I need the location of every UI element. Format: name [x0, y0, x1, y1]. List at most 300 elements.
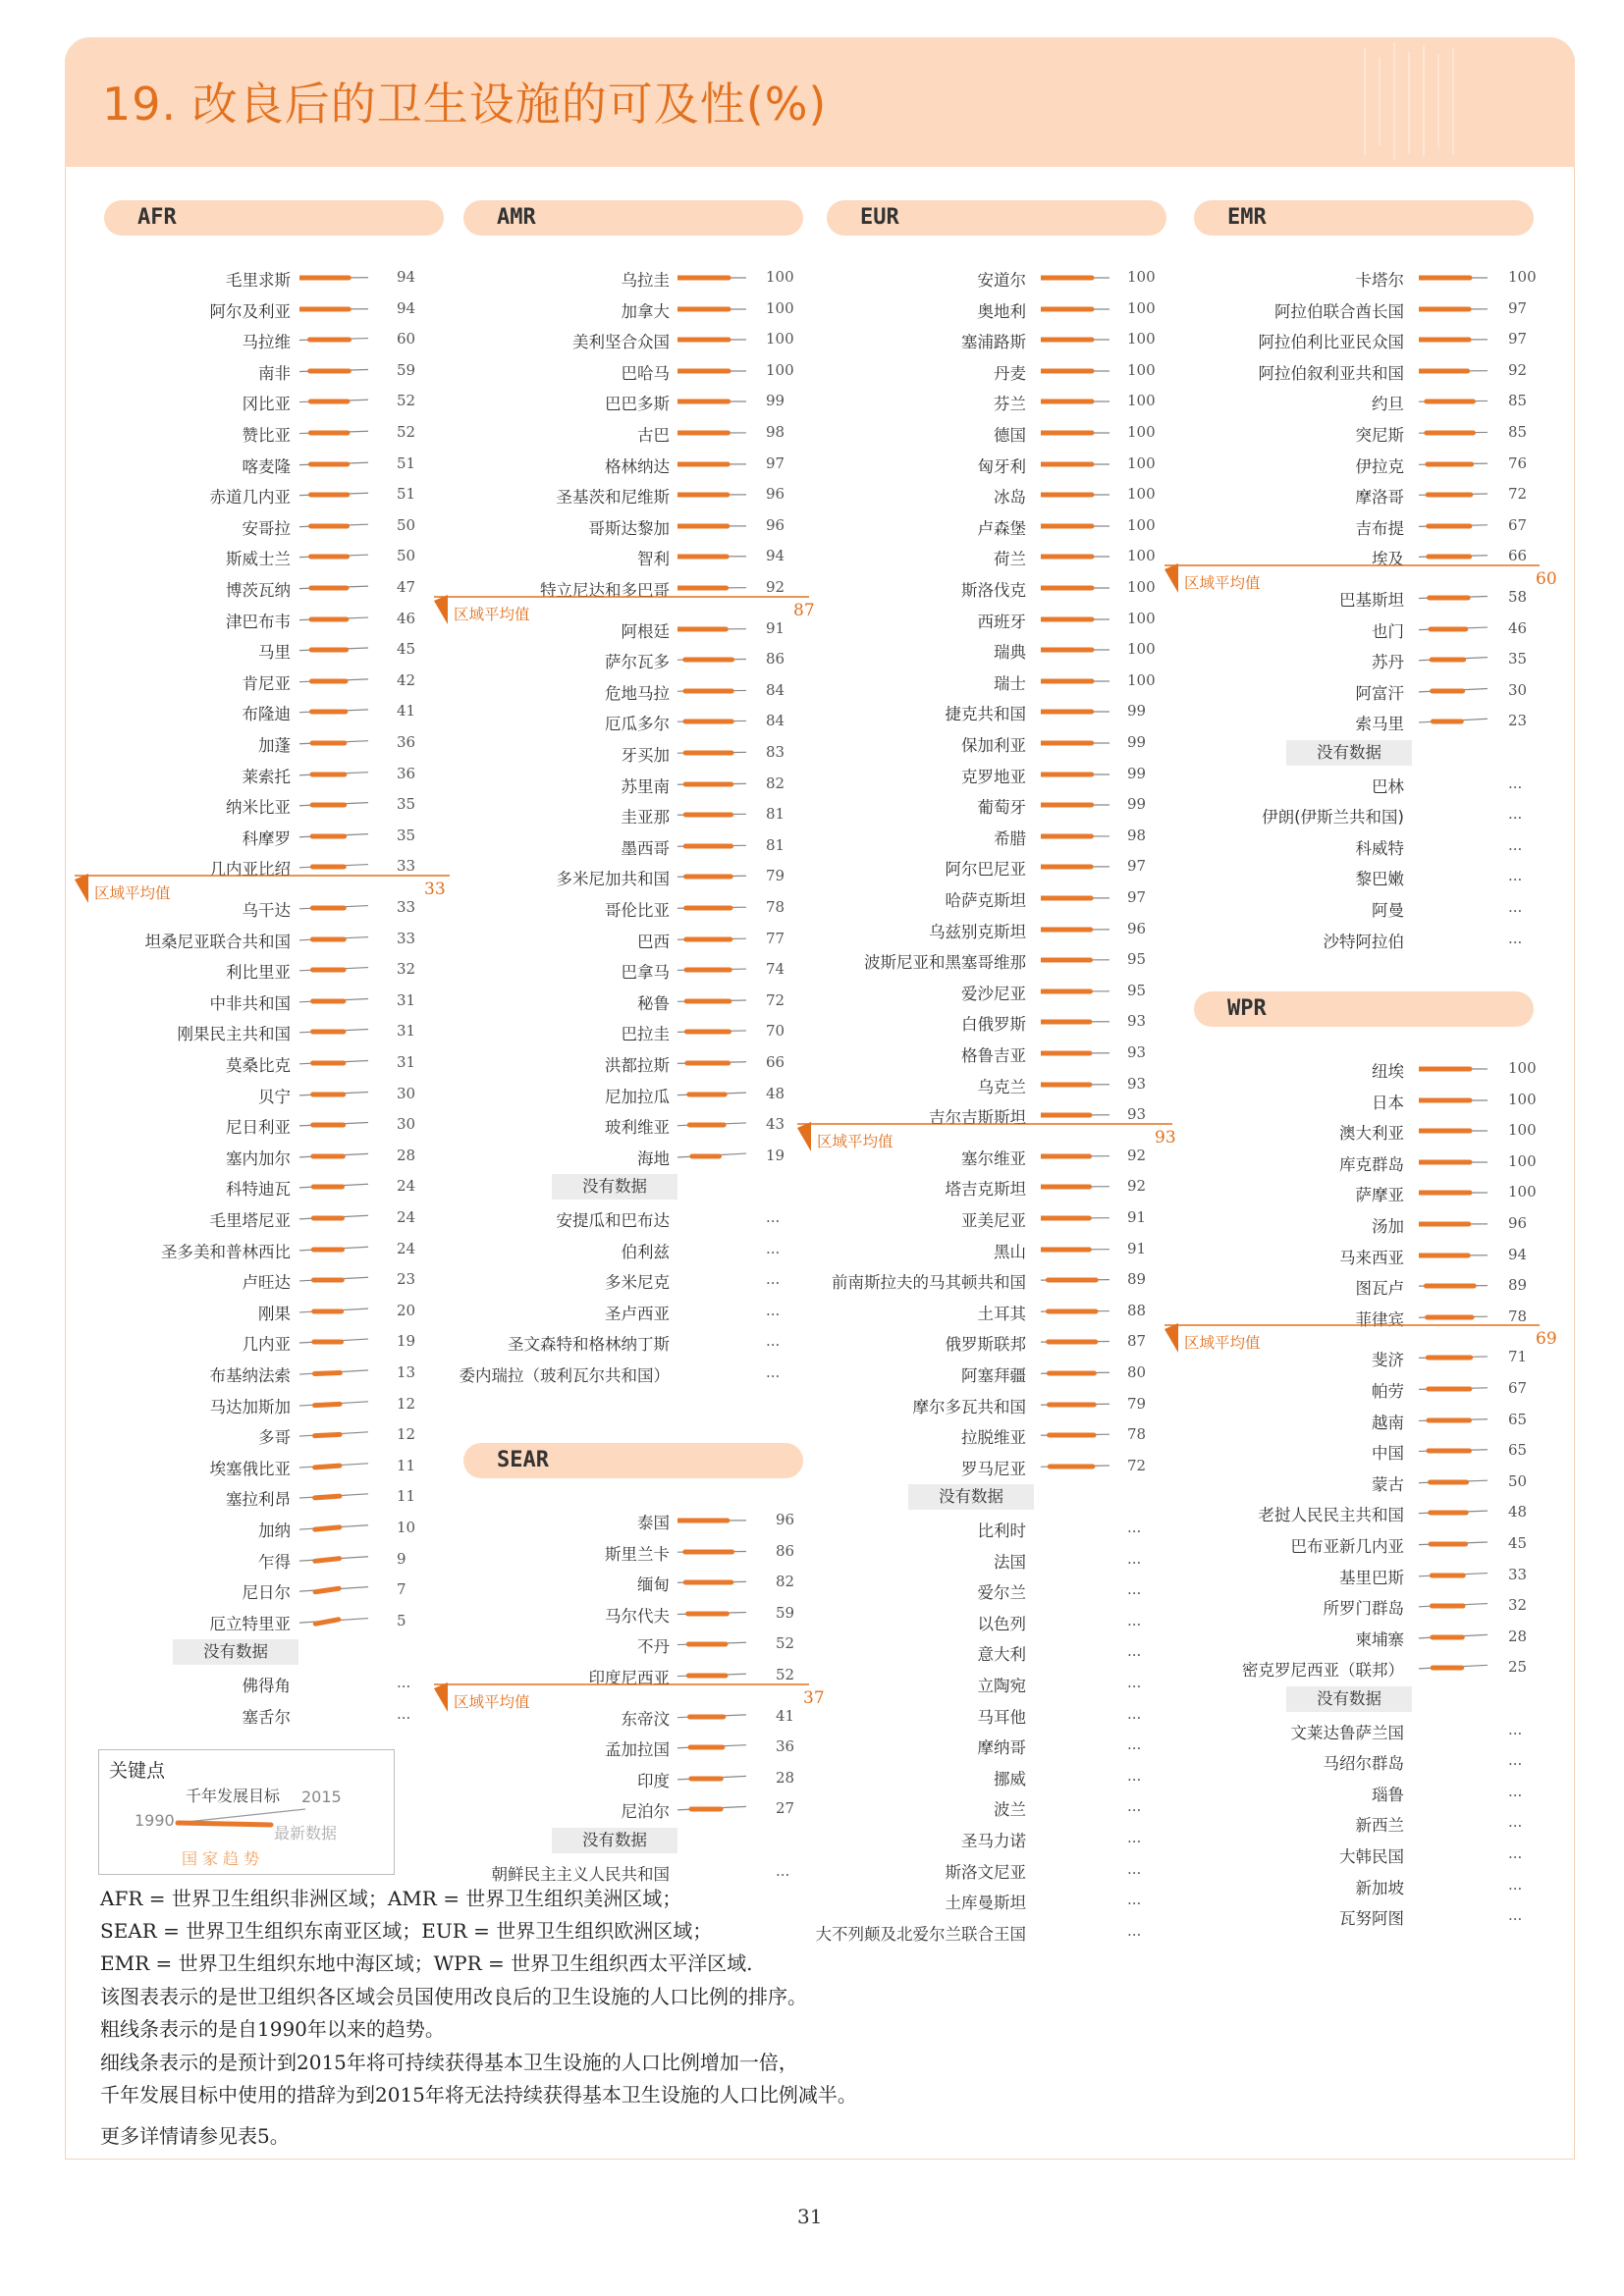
no-data-value: ...	[766, 1301, 781, 1319]
country-value: 100	[766, 360, 794, 379]
country-trend-mark	[1419, 1271, 1489, 1301]
country-value: 33	[397, 857, 416, 876]
country-name: 马绍尔群岛	[1323, 1754, 1404, 1774]
country-value: 91	[766, 618, 785, 637]
country-name: 哥斯达黎加	[588, 518, 670, 538]
decorative-watermark	[1355, 37, 1463, 167]
country-row	[0, 325, 1624, 355]
country-trend-mark	[1419, 1343, 1489, 1372]
country-row	[0, 1086, 1624, 1116]
country-value: 96	[766, 515, 785, 534]
country-row	[0, 1468, 1624, 1498]
average-label: 区域平均值	[454, 605, 530, 623]
country-row	[0, 1498, 1624, 1528]
country-name: 智利	[637, 550, 670, 569]
country-name: 格鲁吉亚	[961, 1046, 1026, 1065]
country-value: 28	[776, 1768, 795, 1787]
country-trend-mark	[1419, 1591, 1489, 1621]
country-name: 莫桑比克	[226, 1056, 291, 1075]
country-value: 78	[766, 898, 785, 916]
country-name: 摩尔多瓦共和国	[912, 1397, 1026, 1416]
country-name: 马拉维	[242, 333, 291, 352]
country-row	[0, 1591, 1624, 1622]
legend-year-start: 1990	[135, 1811, 175, 1830]
no-data-value: ...	[766, 1208, 781, 1226]
country-value: 70	[766, 1022, 785, 1041]
country-name: 赤道几内亚	[209, 488, 291, 507]
no-data-value: ...	[1127, 1735, 1142, 1754]
country-name: 芬兰	[994, 395, 1026, 414]
country-name: 吉布提	[1355, 518, 1404, 538]
country-name: 莱索托	[242, 767, 291, 786]
country-name: 意大利	[977, 1645, 1026, 1665]
country-name: 阿拉伯利比亚民众国	[1258, 333, 1404, 352]
country-value: 52	[397, 392, 416, 410]
country-value: 97	[1127, 888, 1147, 906]
country-value: 100	[1127, 670, 1156, 689]
country-trend-mark	[1419, 1529, 1489, 1559]
country-value: 52	[397, 423, 416, 441]
country-trend-mark	[1419, 1623, 1489, 1652]
country-value: 100	[1508, 1059, 1537, 1077]
country-trend-mark	[1419, 418, 1489, 448]
average-value: 60	[1536, 569, 1557, 589]
country-value: 100	[1127, 454, 1156, 472]
region-header-sear: SEAR	[463, 1443, 803, 1478]
country-trend-mark	[1419, 707, 1489, 736]
no-data-label: 没有数据	[552, 1828, 677, 1853]
country-name: 危地马拉	[605, 683, 670, 703]
country-trend-mark	[1419, 1086, 1489, 1115]
country-value: 88	[1127, 1301, 1147, 1319]
country-value: 99	[766, 392, 785, 410]
country-name: 白俄罗斯	[961, 1015, 1026, 1035]
country-name: 加拿大	[621, 301, 670, 321]
country-name: 厄立特里亚	[209, 1614, 291, 1633]
country-name: 澳大利亚	[1339, 1124, 1404, 1144]
country-name: 丹麦	[994, 363, 1026, 383]
country-value: 46	[1508, 618, 1528, 637]
average-label: 区域平均值	[1184, 574, 1261, 592]
country-name: 东帝汶	[621, 1709, 670, 1729]
country-name: 塔吉克斯坦	[945, 1180, 1026, 1200]
country-name: 尼日利亚	[226, 1118, 291, 1138]
country-name: 尼泊尔	[621, 1802, 670, 1822]
country-name: 爱尔兰	[977, 1583, 1026, 1603]
no-data-value: ...	[1508, 774, 1523, 792]
country-value: 50	[1508, 1471, 1528, 1490]
country-name: 科特迪瓦	[226, 1180, 291, 1200]
no-data-row	[0, 831, 1624, 862]
country-row	[0, 1561, 1624, 1591]
country-value: 30	[397, 1115, 416, 1134]
country-value: 10	[397, 1519, 416, 1536]
no-data-value: ...	[766, 1270, 781, 1289]
country-value: 93	[1127, 1074, 1147, 1093]
country-value: 100	[1127, 298, 1156, 317]
no-data-value: ...	[397, 1704, 411, 1723]
country-name: 塞浦路斯	[961, 333, 1026, 352]
no-data-value: ...	[1508, 1782, 1523, 1800]
country-trend-mark	[1419, 614, 1489, 644]
country-value: 58	[1508, 588, 1528, 606]
country-name: 孟加拉国	[605, 1740, 670, 1760]
country-name: 黎巴嫩	[1355, 870, 1404, 889]
country-name: 乌兹别克斯坦	[929, 922, 1026, 941]
country-name: 多米尼加共和国	[556, 870, 670, 889]
country-name: 尼加拉瓜	[605, 1087, 670, 1106]
country-name: 巴哈马	[621, 363, 670, 383]
country-name: 挪威	[994, 1769, 1026, 1789]
country-name: 圣马力诺	[961, 1832, 1026, 1850]
country-row	[0, 1623, 1624, 1653]
country-name: 几内亚比绍	[209, 860, 291, 880]
country-value: 83	[766, 743, 785, 761]
country-value: 100	[1127, 330, 1156, 348]
country-value: 11	[397, 1456, 416, 1474]
country-value: 65	[1508, 1410, 1528, 1428]
country-value: 24	[397, 1177, 416, 1196]
country-trend-mark	[1419, 1561, 1489, 1590]
country-value: 97	[1508, 298, 1528, 317]
no-data-value: ...	[1127, 1859, 1142, 1878]
country-name: 亚美尼亚	[961, 1211, 1026, 1230]
country-name: 坦桑尼亚联合共和国	[144, 932, 291, 951]
country-name: 日本	[1372, 1093, 1404, 1112]
country-value: 87	[1127, 1332, 1147, 1351]
country-value: 78	[1508, 1307, 1528, 1325]
country-value: 93	[1127, 1105, 1147, 1124]
country-name: 老挝人民民主共和国	[1258, 1506, 1404, 1525]
country-value: 100	[1508, 268, 1537, 286]
country-value: 100	[1127, 515, 1156, 534]
country-name: 卡塔尔	[1355, 271, 1404, 290]
country-value: 78	[1127, 1425, 1147, 1444]
country-name: 塞尔维亚	[961, 1148, 1026, 1168]
country-value: 100	[1127, 392, 1156, 410]
region-header-emr: EMR	[1194, 200, 1534, 236]
country-name: 斯洛文尼亚	[945, 1862, 1026, 1882]
country-value: 100	[1127, 578, 1156, 596]
country-name: 阿拉伯叙利亚共和国	[1258, 363, 1404, 383]
country-value: 100	[1127, 268, 1156, 286]
country-name: 哈萨克斯坦	[945, 891, 1026, 910]
no-data-label: 没有数据	[1286, 1686, 1412, 1712]
country-value: 96	[766, 485, 785, 504]
country-name: 阿尔巴尼亚	[945, 860, 1026, 880]
country-name: 吉尔吉斯斯坦	[929, 1108, 1026, 1128]
country-row	[0, 387, 1624, 417]
country-name: 赞比亚	[242, 426, 291, 445]
country-name: 乌拉圭	[621, 271, 670, 290]
country-value: 30	[1508, 680, 1528, 699]
no-data-value: ...	[1508, 1844, 1523, 1862]
country-row	[0, 1116, 1624, 1147]
country-row	[0, 356, 1624, 387]
country-value: 100	[766, 268, 794, 286]
country-name: 巴拿马	[621, 963, 670, 983]
country-value: 89	[1508, 1276, 1528, 1295]
region-header-amr: AMR	[463, 200, 803, 236]
country-trend-mark	[1419, 356, 1489, 386]
country-value: 79	[766, 867, 785, 885]
country-value: 96	[776, 1511, 795, 1528]
country-name: 伊朗(伊斯兰共和国)	[1262, 808, 1404, 828]
country-value: 74	[766, 960, 785, 979]
country-name: 安哥拉	[242, 518, 291, 538]
country-value: 82	[776, 1573, 795, 1591]
country-row	[0, 418, 1624, 449]
no-data-value: ...	[1127, 1549, 1142, 1568]
country-name: 希腊	[994, 828, 1026, 848]
no-data-value: ...	[1127, 1704, 1142, 1723]
country-value: 86	[776, 1541, 795, 1560]
country-value: 100	[1127, 640, 1156, 659]
country-value: 100	[1127, 423, 1156, 441]
country-row	[0, 1271, 1624, 1302]
no-data-value: ...	[1508, 867, 1523, 885]
country-name: 格林纳达	[605, 456, 670, 476]
country-value: 43	[766, 1115, 785, 1134]
country-name: 佛得角	[242, 1677, 291, 1695]
country-value: 98	[766, 423, 785, 441]
country-value: 81	[766, 805, 785, 824]
country-value: 76	[1508, 454, 1528, 472]
no-data-value: ...	[1508, 1875, 1523, 1894]
country-value: 65	[1508, 1441, 1528, 1460]
country-value: 19	[397, 1332, 416, 1351]
average-value: 87	[793, 600, 815, 620]
country-name: 阿曼	[1372, 901, 1404, 920]
country-value: 59	[776, 1603, 795, 1622]
country-value: 94	[397, 298, 416, 317]
country-name: 牙买加	[621, 746, 670, 765]
country-name: 纳米比亚	[226, 798, 291, 818]
country-name: 贝宁	[258, 1087, 291, 1106]
country-name: 马达加斯加	[209, 1397, 291, 1416]
country-trend-mark	[1419, 1468, 1489, 1497]
country-name: 波斯尼亚和黑塞哥维那	[864, 953, 1026, 973]
country-name: 科摩罗	[242, 828, 291, 848]
country-name: 阿尔及利亚	[209, 301, 291, 321]
country-value: 100	[1508, 1121, 1537, 1140]
country-name: 尼日尔	[242, 1583, 291, 1603]
country-row	[0, 1241, 1624, 1271]
no-data-value: ...	[397, 1674, 411, 1691]
country-name: 卢森堡	[977, 518, 1026, 538]
country-name: 瓦努阿图	[1339, 1909, 1404, 1929]
no-data-value: ...	[1127, 1921, 1142, 1940]
country-name: 塞内加尔	[226, 1148, 291, 1168]
country-value: 5	[397, 1611, 406, 1629]
country-value: 84	[766, 680, 785, 699]
country-name: 捷克共和国	[945, 705, 1026, 724]
country-value: 77	[766, 929, 785, 947]
country-name: 蒙古	[1372, 1474, 1404, 1494]
country-name: 刚果	[258, 1304, 291, 1323]
country-name: 也门	[1372, 621, 1404, 641]
country-value: 100	[1127, 609, 1156, 627]
country-value: 67	[1508, 515, 1528, 534]
country-value: 32	[397, 960, 416, 979]
country-name: 汤加	[1372, 1217, 1404, 1236]
country-value: 30	[397, 1084, 416, 1102]
country-name: 厄瓜多尔	[605, 715, 670, 734]
country-name: 文莱达鲁萨兰国	[1290, 1723, 1404, 1742]
no-data-value: ...	[1508, 805, 1523, 824]
country-value: 91	[1127, 1239, 1147, 1257]
country-name: 冰岛	[994, 488, 1026, 507]
country-name: 越南	[1372, 1413, 1404, 1432]
country-trend-mark	[1419, 263, 1489, 293]
country-name: 加蓬	[258, 736, 291, 755]
legend-box	[98, 1749, 395, 1875]
note-line: SEAR = 世界卫生组织东南亚区域；EUR = 世界卫生组织欧洲区域；	[100, 1919, 713, 1943]
country-name: 奥地利	[977, 301, 1026, 321]
country-name: 不丹	[637, 1637, 670, 1657]
no-data-value: ...	[1508, 1813, 1523, 1832]
no-data-row	[0, 862, 1624, 892]
no-data-value: ...	[1508, 1906, 1523, 1925]
country-name: 土耳其	[977, 1304, 1026, 1323]
no-data-row	[0, 1716, 1624, 1746]
country-name: 古巴	[637, 426, 670, 445]
country-trend-mark	[1419, 1406, 1489, 1435]
country-name: 几内亚	[242, 1335, 291, 1355]
country-row	[0, 263, 1624, 294]
country-trend-mark	[1419, 645, 1489, 674]
country-trend-mark	[1419, 1241, 1489, 1270]
country-name: 巴拉圭	[621, 1025, 670, 1044]
country-value: 24	[397, 1239, 416, 1257]
country-name: 瑙鲁	[1372, 1785, 1404, 1804]
country-value: 99	[1127, 795, 1147, 814]
country-value: 99	[1127, 733, 1147, 751]
country-row	[0, 1406, 1624, 1436]
country-name: 海地	[637, 1148, 670, 1168]
country-value: 100	[1508, 1183, 1537, 1201]
country-name: 乌干达	[242, 901, 291, 920]
country-name: 黑山	[994, 1242, 1026, 1261]
country-name: 哥伦比亚	[605, 901, 670, 920]
country-value: 86	[766, 650, 785, 668]
country-name: 大不列颠及北爱尔兰联合王国	[815, 1924, 1026, 1944]
legend-trend-line	[178, 1823, 271, 1825]
country-name: 圣卢西亚	[605, 1304, 670, 1323]
country-value: 95	[1127, 950, 1147, 969]
country-name: 马耳他	[977, 1707, 1026, 1727]
legend-trend-label: 国家趋势	[182, 1849, 265, 1868]
no-data-value: ...	[1508, 1751, 1523, 1770]
country-value: 35	[1508, 650, 1528, 668]
country-name: 泰国	[637, 1514, 670, 1532]
country-value: 100	[1508, 1090, 1537, 1108]
country-name: 圣多美和普林西比	[161, 1242, 291, 1261]
country-name: 立陶宛	[977, 1677, 1026, 1695]
no-data-label: 没有数据	[1286, 740, 1412, 766]
country-name: 帕劳	[1372, 1382, 1404, 1401]
country-value: 94	[766, 547, 785, 565]
country-value: 51	[397, 485, 416, 504]
no-data-value: ...	[1127, 1829, 1142, 1846]
country-name: 索马里	[1355, 715, 1404, 734]
note-line: EMR = 世界卫生组织东地中海区域；WPR = 世界卫生组织西太平洋区域.	[100, 1951, 753, 1975]
country-value: 71	[1508, 1348, 1528, 1366]
note-line: 千年发展目标中使用的措辞为到2015年将无法持续获得基本卫生设施的人口比例减半。	[100, 2083, 857, 2107]
country-value: 7	[397, 1580, 406, 1599]
country-name: 斯洛伐克	[961, 581, 1026, 600]
country-value: 92	[1508, 360, 1528, 379]
country-value: 50	[397, 515, 416, 534]
country-name: 密克罗尼西亚（联邦）	[1242, 1661, 1404, 1681]
country-value: 42	[397, 670, 416, 689]
no-data-value: ...	[766, 1332, 781, 1351]
country-name: 塞拉利昂	[226, 1490, 291, 1510]
country-name: 阿根廷	[621, 621, 670, 641]
average-value: 37	[803, 1687, 825, 1708]
country-value: 33	[397, 898, 416, 916]
country-value: 13	[397, 1363, 416, 1381]
country-row	[0, 645, 1624, 675]
note-line: 该图表表示的是世卫组织各区域会员国使用改良后的卫生设施的人口比例的排序。	[100, 1985, 807, 2008]
country-value: 50	[397, 547, 416, 565]
country-value: 24	[397, 1208, 416, 1226]
note-line: 更多详情请参见表5。	[100, 2124, 290, 2148]
country-value: 31	[397, 990, 416, 1009]
no-data-value: ...	[1508, 1720, 1523, 1738]
country-name: 瑞典	[994, 643, 1026, 663]
no-data-value: ...	[1508, 898, 1523, 916]
country-trend-mark	[1419, 325, 1489, 354]
country-name: 布隆迪	[242, 705, 291, 724]
country-row	[0, 511, 1624, 542]
country-value: 66	[1508, 547, 1528, 565]
country-name: 基里巴斯	[1339, 1568, 1404, 1587]
country-row	[0, 583, 1624, 614]
country-value: 100	[766, 330, 794, 348]
country-value: 98	[1127, 826, 1147, 844]
country-value: 95	[1127, 981, 1147, 999]
country-row	[0, 1374, 1624, 1405]
country-name: 美利坚合众国	[572, 333, 670, 352]
country-value: 100	[1127, 485, 1156, 504]
country-value: 23	[397, 1270, 416, 1289]
country-name: 委内瑞拉（玻利瓦尔共和国）	[459, 1366, 670, 1385]
country-name: 马尔代夫	[605, 1606, 670, 1626]
country-row	[0, 1436, 1624, 1467]
country-name: 洪都拉斯	[605, 1056, 670, 1075]
country-name: 纽埃	[1372, 1062, 1404, 1081]
country-value: 36	[397, 733, 416, 751]
country-name: 巴基斯坦	[1339, 591, 1404, 610]
country-value: 80	[1127, 1363, 1147, 1381]
no-data-value: ...	[1127, 1766, 1142, 1785]
country-value: 27	[776, 1799, 795, 1818]
country-row	[0, 480, 1624, 510]
country-trend-mark	[1419, 676, 1489, 706]
country-value: 100	[766, 298, 794, 317]
country-name: 肯尼亚	[242, 673, 291, 693]
country-value: 35	[397, 826, 416, 844]
country-name: 克罗地亚	[961, 767, 1026, 786]
country-name: 俄罗斯联邦	[945, 1335, 1026, 1355]
country-trend-mark	[1419, 387, 1489, 416]
country-name: 巴林	[1372, 776, 1404, 796]
country-value: 72	[766, 990, 785, 1009]
country-value: 99	[1127, 702, 1147, 721]
country-name: 圭亚那	[621, 808, 670, 828]
country-value: 85	[1508, 392, 1528, 410]
